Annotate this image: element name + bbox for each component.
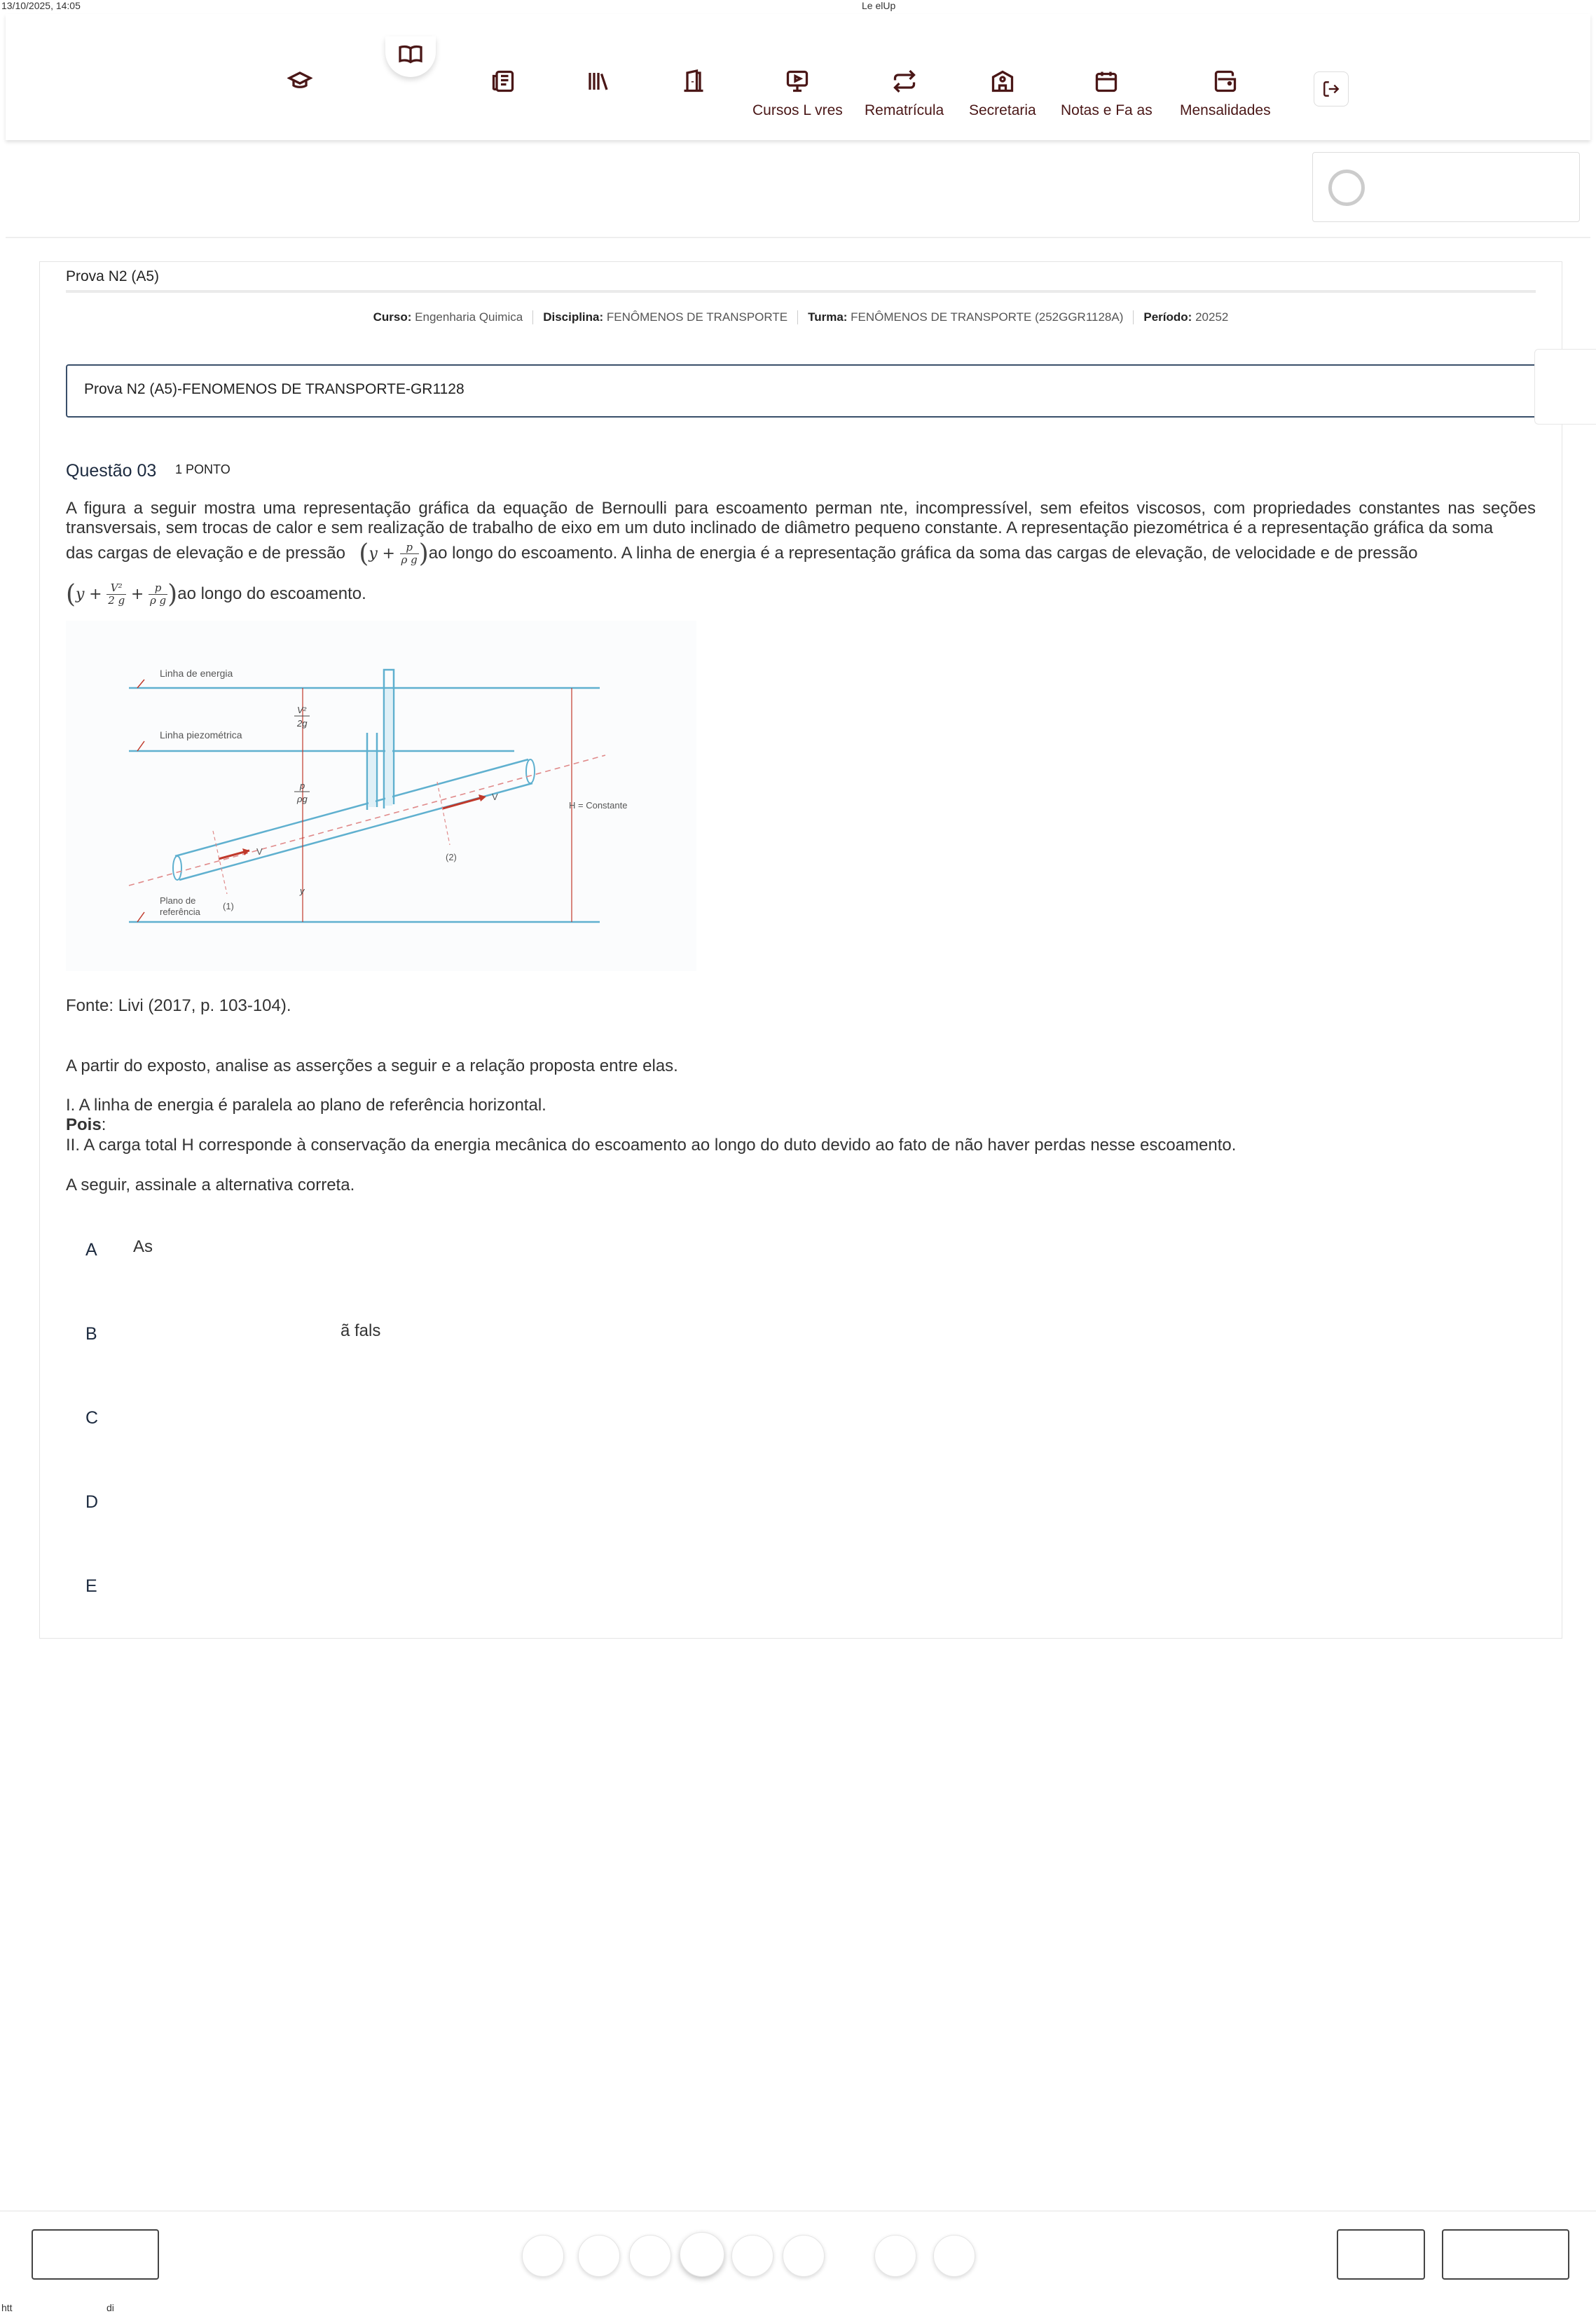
meta-label: Curso:: [373, 310, 412, 324]
nav-item-cursos-livres[interactable]: [752, 69, 843, 119]
formula-plus: +: [382, 545, 395, 563]
meta-turma: FENÔMENOS DE TRANSPORTE (252GGR1128A): [851, 310, 1124, 324]
alternative-b[interactable]: B: [85, 1324, 97, 1344]
pois-label: Pois: [66, 1115, 102, 1134]
analysis-intro: A partir do exposto, analise as asserções a seguir e a relação proposta entre elas.: [66, 1056, 678, 1075]
presentation-icon: [785, 69, 810, 94]
print-page: di: [106, 2302, 114, 2313]
logout-button[interactable]: [1314, 71, 1349, 106]
nav-item-rematricula[interactable]: [865, 69, 944, 119]
v2-label-den: 2g: [297, 718, 308, 729]
p-label-num: p: [300, 780, 305, 791]
energy-line-label: Linha de energia: [160, 668, 233, 679]
figure-source: Fonte: Livi (2017, p. 103-104).: [66, 996, 291, 1015]
meta-periodo: 20252: [1195, 310, 1229, 324]
nav-item-study[interactable]: [398, 42, 423, 67]
meta-curso: Engenharia Quimica: [415, 310, 523, 324]
question-text-1: A figura a seguir mostra uma representação gráfica da equação de Bernoulli para escoamento perman nte, incompressível, sem efeitos viscosos, com propriedades constantes nas seções transversais, sem trocas de calor e sem realização de trabalho de eixo em um duto inclinado de diâmetro pequeno constante. A representação piezométrica é a representação gráfica da soma: [66, 499, 1536, 537]
p-label-den: ρg: [297, 794, 308, 804]
library-icon: [586, 69, 611, 94]
question-page-dot[interactable]: [783, 2235, 825, 2277]
meta-disciplina: FENÔMENOS DE TRANSPORTE: [606, 310, 788, 324]
alternative-b-text[interactable]: ã fals: [340, 1321, 381, 1340]
question-page-dot[interactable]: [578, 2235, 620, 2277]
reference-plane-label-1: Plano de: [160, 895, 196, 906]
formula-p-over-rho-g: $\frac{p}{\text{ρ g}}$: [401, 541, 418, 566]
alternative-e[interactable]: E: [85, 1576, 97, 1596]
nav-item-campus[interactable]: [681, 69, 706, 94]
reference-plane-label-2: referência: [160, 907, 200, 917]
question-page-dot-active[interactable]: [680, 2232, 724, 2277]
exam-meta: [66, 310, 1536, 324]
exam-title: Prova N2 (A5): [66, 268, 160, 284]
divider: [66, 290, 1536, 293]
nav-label: Rematrícula: [865, 102, 944, 118]
assertion-1: I. A linha de energia é paralela ao plano de referência horizontal.: [66, 1096, 546, 1115]
piezometer-tubes: [367, 670, 394, 810]
question-number: Questão 03: [66, 461, 157, 481]
print-url: htt: [1, 2302, 13, 2313]
nav-item-courses[interactable]: [287, 69, 312, 94]
question-text-2: das cargas de elevação e de pressão (y + $\frac{p}{\text{ρ g}}$ )ao longo do escoamento. A linha de energia é a representação gráfica da soma das cargas de elevação, de velocidade e de pressão: [66, 539, 1418, 568]
repeat-icon: [892, 69, 917, 94]
print-date: 13/10/2025, 14:05: [1, 0, 81, 11]
user-box[interactable]: [1312, 152, 1580, 222]
question-page-dot[interactable]: [629, 2235, 671, 2277]
nav-item-news[interactable]: [490, 69, 516, 94]
question-text-2b: ao longo do escoamento. A linha de energia é a representação gráfica da soma das cargas de elevação, de velocidade e de pressão: [428, 543, 1418, 563]
nav-item-notas[interactable]: [1061, 69, 1153, 119]
nav-label: Mensalidades: [1180, 102, 1271, 118]
newspaper-icon: [490, 69, 516, 94]
meta-label: Turma:: [808, 310, 848, 324]
h-constant-label: H = Constante: [569, 800, 628, 811]
nav-item-library[interactable]: [586, 69, 611, 94]
door-icon: [681, 69, 706, 94]
print-title: Le elUp: [862, 0, 896, 11]
previous-button[interactable]: [32, 2229, 159, 2280]
formula-v2-over-2g: $\frac{\text{V²}}{2 g}$: [108, 581, 125, 607]
calendar-icon: [1094, 69, 1119, 94]
graduation-cap-icon: [287, 69, 312, 94]
nav-label: Notas e Fa as: [1061, 102, 1153, 118]
alternative-c[interactable]: C: [85, 1408, 99, 1428]
question-points: 1 PONTO: [175, 462, 231, 476]
y-label: y: [300, 886, 305, 896]
nav-item-secretaria[interactable]: [969, 69, 1036, 119]
book-open-icon: [398, 42, 423, 67]
exam-box-title: Prova N2 (A5)-FENOMENOS DE TRANSPORTE-GR1128: [66, 364, 1550, 418]
alternative-d[interactable]: D: [85, 1492, 99, 1512]
question-page-dot[interactable]: [522, 2235, 564, 2277]
wallet-icon: [1213, 69, 1238, 94]
pois-line: Pois:: [66, 1115, 106, 1134]
finish-button[interactable]: [1442, 2229, 1569, 2280]
formula-p-over-rho-g: $\frac{p}{\text{ρ g}}$: [149, 581, 167, 607]
next-button[interactable]: [1337, 2229, 1425, 2280]
question-page-dot[interactable]: [874, 2235, 916, 2277]
v2-label-num: V²: [297, 705, 306, 715]
velocity-label-1: V: [256, 846, 263, 857]
nav-label: Cursos L vres: [752, 102, 843, 118]
instruction: A seguir, assinale a alternativa correta.: [66, 1176, 355, 1194]
bernoulli-figure: [66, 621, 696, 971]
velocity-arrow-2: [443, 797, 483, 808]
assertion-2: II. A carga total H corresponde à conservação da energia mecânica do escoamento ao longo do duto devido ao fato de não haver perdas nesse escoamento.: [66, 1136, 1237, 1155]
section-2-label: (2): [446, 852, 457, 862]
alternative-a-text[interactable]: As: [133, 1237, 153, 1256]
meta-label: Disciplina:: [543, 310, 604, 324]
nav-label: Secretaria: [969, 102, 1036, 118]
building-icon: [990, 69, 1015, 94]
question-text-3-tail: ao longo do escoamento.: [177, 584, 366, 603]
section-1-label: (1): [223, 901, 234, 911]
side-tab[interactable]: [1534, 349, 1596, 425]
nav-item-mensalidades[interactable]: [1180, 69, 1271, 119]
question-page-dot[interactable]: [731, 2235, 773, 2277]
question-text-2a: das cargas de elevação e de pressão: [66, 543, 345, 563]
question-text-3: (y + $\frac{\text{V²}}{2 g}$ + $\frac{p}{\text{ρ g}}$ )ao longo do escoamento.: [66, 580, 366, 609]
velocity-label-2: V: [492, 792, 498, 802]
formula-y: y: [369, 545, 378, 563]
piezometric-line-label: Linha piezométrica: [160, 729, 242, 741]
meta-label: Período:: [1143, 310, 1192, 324]
question-page-dot[interactable]: [933, 2235, 975, 2277]
alternative-a[interactable]: A: [85, 1240, 97, 1260]
user-avatar-loader: [1328, 170, 1365, 206]
logout-icon: [1322, 80, 1340, 98]
